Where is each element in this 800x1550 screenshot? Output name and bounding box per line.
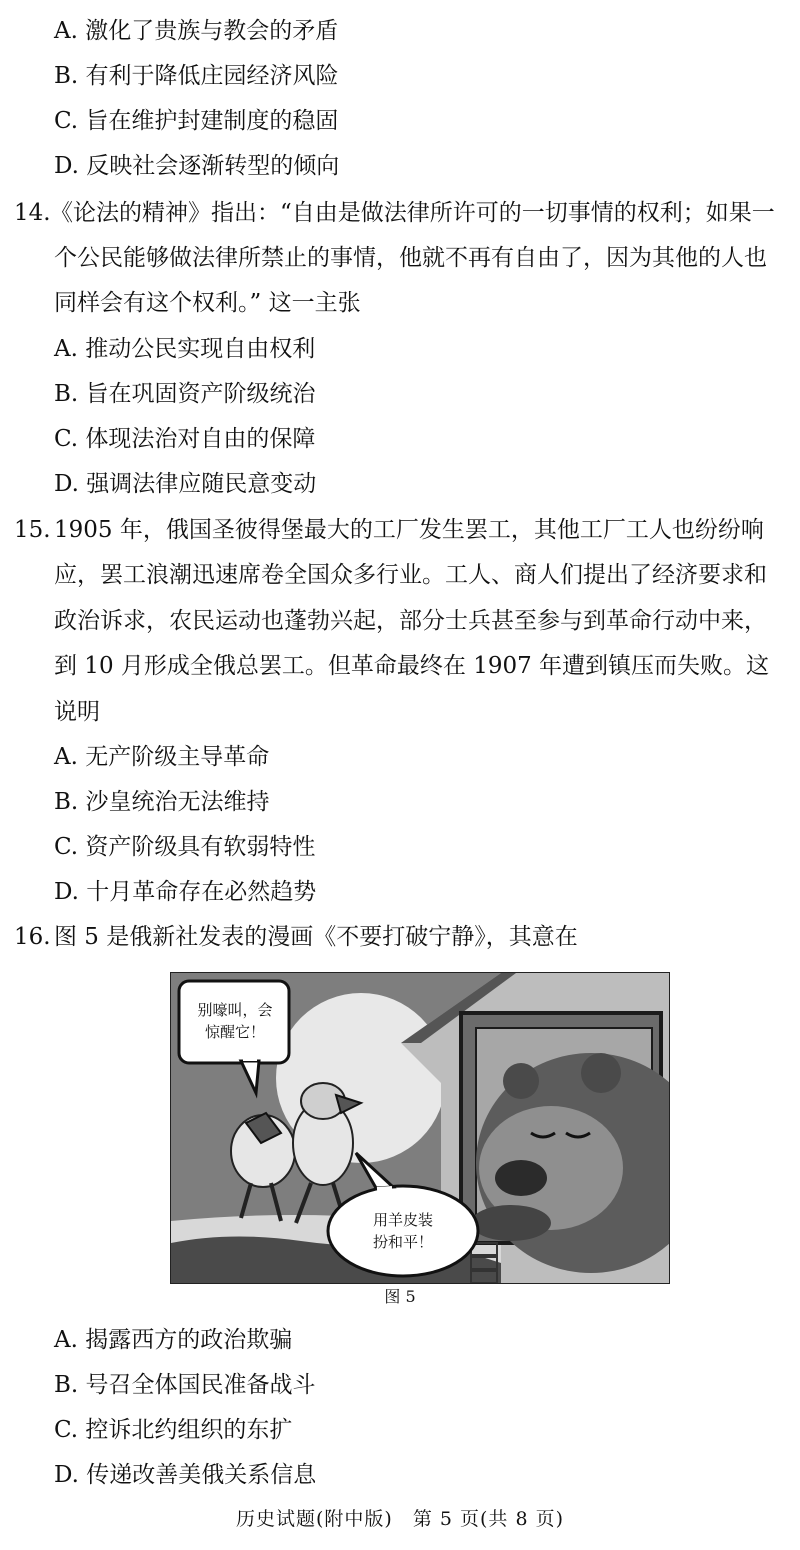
q14-stem-line-2: 个公民能够做法律所禁止的事情，他就不再有自由了，因为其他的人也 bbox=[54, 245, 767, 271]
speech-bubble-1-line-1: 别嚎叫，会 bbox=[197, 1001, 273, 1019]
q14-option-b: B. 旨在巩固资产阶级统治 bbox=[54, 381, 316, 407]
speech-bubble-1-line-2: 惊醒它！ bbox=[204, 1023, 265, 1041]
q14-option-a: A. 推动公民实现自由权利 bbox=[54, 336, 316, 362]
q13-option-b: B. 有利于降低庄园经济风险 bbox=[54, 63, 339, 89]
q15-stem-line-2: 应，罢工浪潮迅速席卷全国众多行业。工人、商人们提出了经济要求和 bbox=[54, 562, 767, 588]
figure-caption: 图 5 bbox=[384, 1287, 416, 1306]
speech-bubble-2-line-1: 用羊皮装 bbox=[372, 1211, 433, 1229]
q15-option-b: B. 沙皇统治无法维持 bbox=[54, 789, 270, 815]
q14-stem-line-3: 同样会有这个权利。” 这一主张 bbox=[54, 290, 361, 316]
q15-stem-line-4: 到 10 月形成全俄总罢工。但革命最终在 1907 年遭到镇压而失败。这 bbox=[54, 653, 770, 679]
q15-number: 15. bbox=[14, 517, 51, 543]
q15-option-c: C. 资产阶级具有软弱特性 bbox=[54, 834, 316, 860]
q14-stem-line-1: 《论法的精神》指出：“自由是做法律所许可的一切事情的权利；如果一 bbox=[50, 200, 775, 226]
q13-option-d: D. 反映社会逐渐转型的倾向 bbox=[54, 153, 340, 179]
page-footer: 历史试题(附中版) 第 5 页(共 8 页) bbox=[236, 1508, 564, 1530]
q14-number: 14. bbox=[14, 200, 51, 226]
q16-option-c: C. 控诉北约组织的东扩 bbox=[54, 1417, 293, 1443]
q13-option-c: C. 旨在维护封建制度的稳固 bbox=[54, 108, 339, 134]
q13-option-a: A. 激化了贵族与教会的矛盾 bbox=[54, 18, 339, 44]
q15-stem-line-1: 1905 年，俄国圣彼得堡最大的工厂发生罢工，其他工厂工人也纷纷响 bbox=[54, 517, 764, 543]
q14-option-c: C. 体现法治对自由的保障 bbox=[54, 426, 316, 452]
q16-option-b: B. 号召全体国民准备战斗 bbox=[54, 1372, 316, 1398]
q16-option-d: D. 传递改善美俄关系信息 bbox=[54, 1462, 317, 1488]
q16-option-a: A. 揭露西方的政治欺骗 bbox=[54, 1327, 293, 1353]
q15-stem-line-3: 政治诉求，农民运动也蓬勃兴起，部分士兵甚至参与到革命行动中来， bbox=[54, 608, 767, 634]
q16-stem-line-1: 图 5 是俄新社发表的漫画《不要打破宁静》，其意在 bbox=[54, 924, 578, 950]
cartoon-figure bbox=[170, 972, 670, 1284]
speech-bubble-2-line-2: 扮和平！ bbox=[372, 1233, 433, 1251]
q16-number: 16. bbox=[14, 924, 51, 950]
q15-option-d: D. 十月革命存在必然趋势 bbox=[54, 879, 317, 905]
q15-stem-line-5: 说明 bbox=[54, 699, 100, 725]
q14-option-d: D. 强调法律应随民意变动 bbox=[54, 471, 317, 497]
q15-option-a: A. 无产阶级主导革命 bbox=[54, 744, 270, 770]
